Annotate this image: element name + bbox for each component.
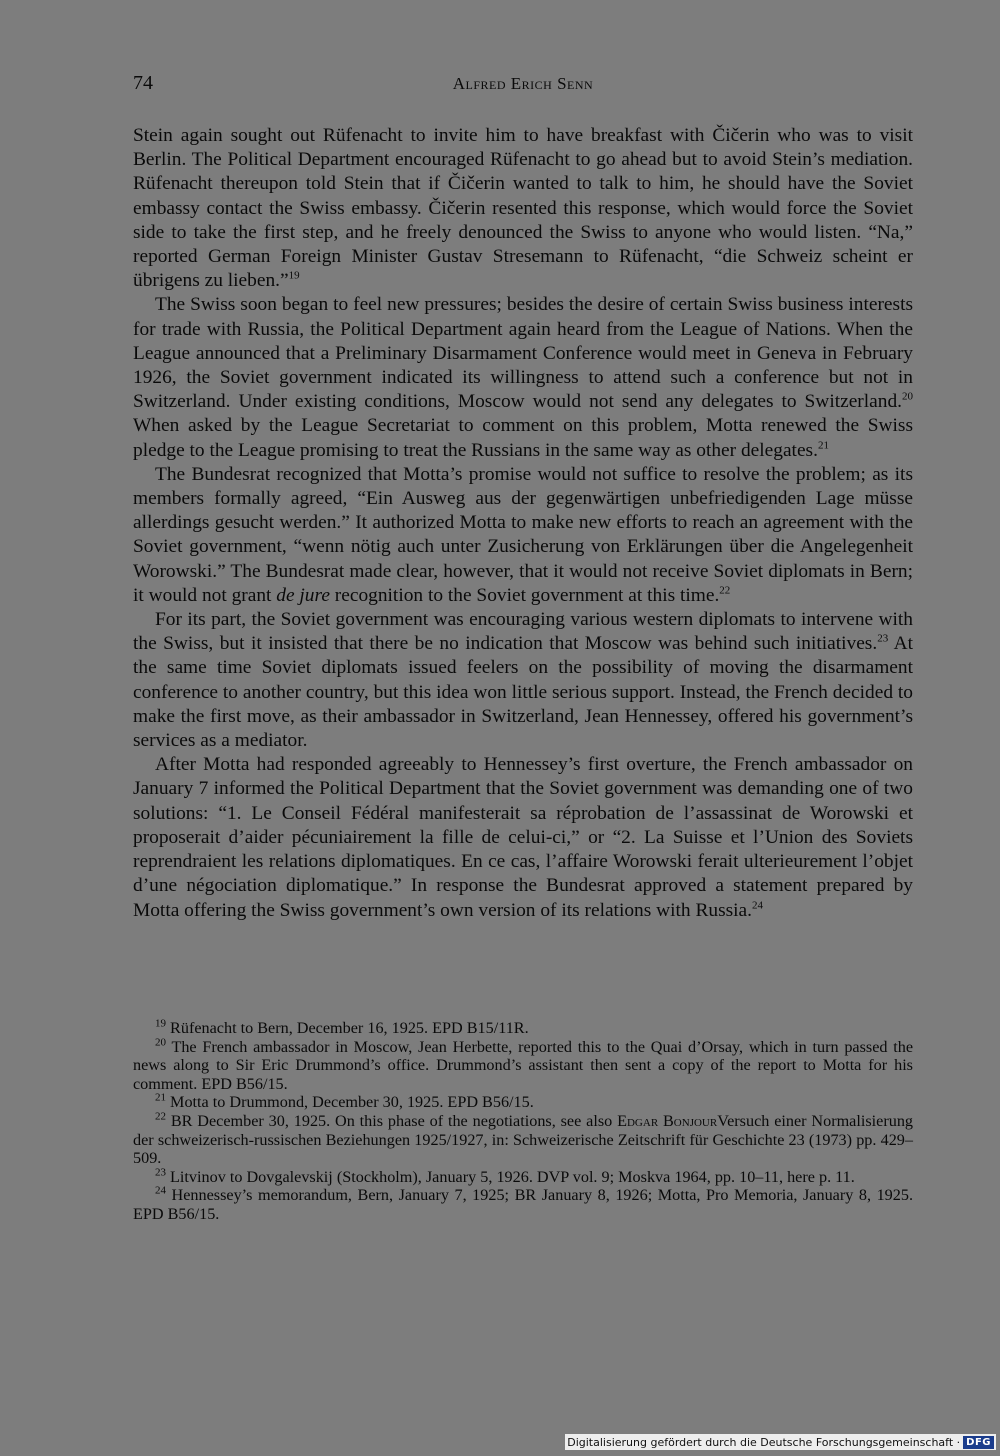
paragraph-4 <box>133 608 913 753</box>
italic-term: de jure <box>276 584 330 606</box>
paragraph-3 <box>133 463 913 608</box>
footnote-number: 19 <box>155 1017 166 1030</box>
paragraph-text: recognition to the Soviet government at this time. <box>329 584 720 606</box>
footnote-ref: 22 <box>719 584 731 597</box>
footnote-text: Motta to Drummond, December 30, 1925. EPD B56/15. <box>166 1093 534 1112</box>
footnote-text: Rüfenacht to Bern, December 16, 1925. EPD B15/11R. <box>166 1019 529 1037</box>
page-number: 74 <box>133 72 153 94</box>
running-head: Alfred Erich Senn <box>452 74 594 93</box>
paragraph-text: When asked by the League Secretariat to comment on this problem, Motta renewed the Swiss pledge to the League promising to treat the Russians in the same way as other delegates. <box>133 415 913 461</box>
footnote-ref: 19 <box>288 269 300 282</box>
footnote-text: The French ambassador in Moscow, Jean Herbette, reported this to the Quai d’Orsay, which in turn passed the news along to Sir Eric Drummond’s office. Drummond’s assistant then sent a copy of the report to Motta for his comment. EPD B56/15. <box>133 1037 913 1093</box>
footnote-text: BR December 30, 1925. On this phase of the negotiations, see also <box>166 1111 618 1130</box>
footnote-19 <box>133 1019 913 1038</box>
paragraph-text: At the same time Soviet diplomats issued feelers on the possibility of moving the disarmament conference to another country, but this idea won little serious support. Instead, the French decided to make the first move, as their ambassador in Switzerland, Jean Hennessey, offered his government’s services as a mediator. <box>133 633 913 752</box>
paragraph-text: The Swiss soon began to feel new pressures; besides the desire of certain Swiss business interests for trade with Russia, the Political Department again heard from the League of Nations. When the League announced that a Preliminary Disarmament Conference would meet in Geneva in February 1926, the Soviet government indicated its willingness to attend such a conference but not in Switzerland. Under existing conditions, Moscow would not send any delegates to Switzerland. <box>133 294 913 413</box>
digitization-footer <box>565 1434 996 1450</box>
footnote-ref: 20 <box>902 390 913 403</box>
footnote-ref: 21 <box>817 439 829 452</box>
page-header <box>133 72 913 98</box>
paragraph-text: The Bundesrat recognized that Motta’s promise would not suffice to resolve the problem; as its members formally agreed, “Ein Ausweg aus der gegenwärtigen unbefriedigenden Lage müsse allerdings gesucht werden.” It authorized Motta to make new efforts to reach an agreement with the Soviet government, “wenn nötig auch unter Zusicherung von Erklärungen über die Angelegenheit Worowski.” The Bundesrat made clear, however, that it would not receive Soviet diplomats in Bern; it would not grant <box>133 463 913 606</box>
paragraph-text: Stein again sought out Rüfenacht to invite him to have breakfast with Čičerin who was to visit Berlin. The Political Department encouraged Rüfenacht to go ahead but to avoid Stein’s mediation. Rüfenacht thereupon told Stein that if Čičerin wanted to talk to him, he should have the Soviet embassy contact the Swiss embassy. Čičerin resented this response, which would force the Soviet side to take the first step, and he freely denounced the Swiss to anyone who would listen. “Na,” reported German Foreign Minister Gustav Stresemann to Rüfenacht, “die Schweiz scheint er übrigens zu lieben.” <box>133 125 913 292</box>
footnote-number: 24 <box>155 1184 166 1197</box>
footnote-number: 23 <box>155 1166 166 1179</box>
paragraph-2 <box>133 293 913 462</box>
footnote-number: 21 <box>155 1091 166 1104</box>
footnote-text: Litvinov to Dovgalevskij (Stockholm), January 5, 1926. DVP vol. 9; Moskva 1964, pp. 10–11, here p. 11. <box>166 1167 855 1186</box>
dfg-logo-icon: DFG <box>963 1436 994 1449</box>
footnote-ref: 23 <box>877 632 889 645</box>
footnote-22 <box>133 1112 913 1168</box>
footnote-text: Hennessey’s memorandum, Bern, January 7, 1925; BR January 8, 1926; Motta, Pro Memoria, January 8, 1925. EPD B56/15. <box>133 1186 913 1223</box>
paragraph-5 <box>133 753 913 922</box>
footnote-text: Versuch einer Normalisierung der schweizerisch-russischen Beziehungen 1925/1927, in: Schweizerische Zeitschrift für Geschichte 23 (1973) pp. 429–509. <box>133 1111 914 1168</box>
footnote-23 <box>133 1168 913 1187</box>
footnote-author: Edgar Bonjour <box>617 1111 718 1130</box>
paragraph-1 <box>133 124 913 293</box>
footnote-20 <box>133 1038 913 1094</box>
footnotes <box>133 1019 913 1224</box>
body-text <box>133 124 913 923</box>
footnote-ref: 24 <box>752 899 764 912</box>
paragraph-text: After Motta had responded agreeably to Hennessey’s first overture, the French ambassador on January 7 informed the Political Department that the Soviet government was demanding one of two solutions: “1. Le Conseil Fédéral manifesterait sa réprobation de l’assassinat de Worowski et proposerait d’aider pécuniairement la fille de celui-ci,” or “2. La Suisse et l’Union des Soviets reprendraient les relations diplomatiques. En ce cas, l’affaire Worowski ferait ulterieurement l’objet d’une négociation diplomatique.” In response the Bundesrat approved a statement prepared by Motta offering the Swiss government’s own version of its relations with Russia. <box>133 754 913 921</box>
footer-text: Digitalisierung gefördert durch die Deutsche Forschungsgemeinschaft · <box>567 1435 961 1449</box>
footnote-number: 20 <box>155 1036 166 1049</box>
footnote-24 <box>133 1186 913 1223</box>
footnote-number: 22 <box>155 1110 166 1123</box>
paragraph-text: For its part, the Soviet government was encouraging various western diplomats to intervene with the Swiss, but it insisted that there be no indication that Moscow was behind such initiatives. <box>133 609 913 655</box>
footnote-21 <box>133 1093 913 1112</box>
